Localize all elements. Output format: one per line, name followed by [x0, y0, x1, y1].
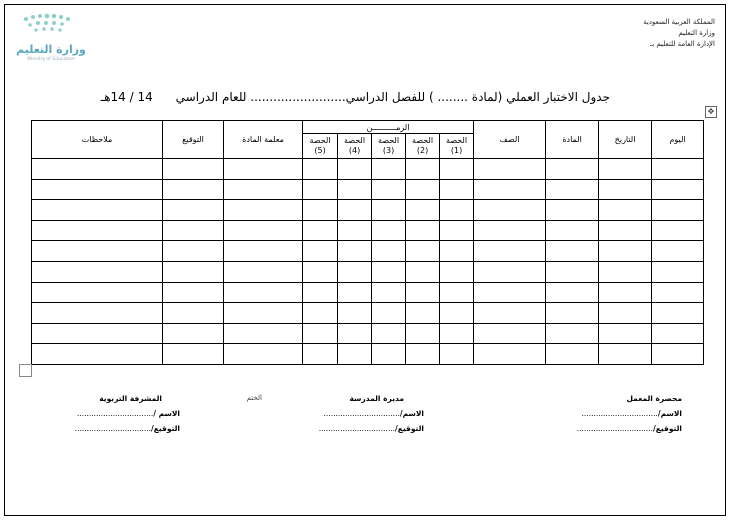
table-cell[interactable] — [338, 344, 372, 365]
table-cell[interactable] — [440, 261, 474, 282]
table-row — [32, 200, 704, 221]
col-notes: ملاحظات — [32, 121, 163, 159]
col-period-3: الحصة (3) — [372, 134, 406, 159]
supervisor-signature-field[interactable]: ................................ — [74, 424, 151, 433]
col-class: الصف — [474, 121, 546, 159]
col-period-1: الحصة (1) — [440, 134, 474, 159]
table-cell[interactable] — [440, 303, 474, 324]
col-teacher: معلمة المادة — [224, 121, 303, 159]
table-cell[interactable] — [440, 282, 474, 303]
table-cell[interactable] — [372, 323, 406, 344]
table-cell[interactable] — [32, 159, 163, 180]
table-cell[interactable] — [224, 344, 303, 365]
table-cell[interactable] — [224, 220, 303, 241]
table-cell[interactable] — [546, 282, 599, 303]
table-cell[interactable] — [599, 261, 652, 282]
document-title — [100, 90, 610, 104]
header-line-ministry: وزارة التعليم — [678, 29, 715, 37]
table-cell[interactable] — [599, 220, 652, 241]
table-cell[interactable] — [338, 323, 372, 344]
table-cell[interactable] — [372, 261, 406, 282]
table-cell[interactable] — [546, 261, 599, 282]
table-cell[interactable] — [440, 179, 474, 200]
table-cell[interactable] — [163, 303, 224, 324]
logo-subtitle: Ministry of Education — [27, 57, 75, 62]
table-cell[interactable] — [652, 261, 704, 282]
table-row — [32, 323, 704, 344]
table-cell[interactable] — [32, 261, 163, 282]
lab-title: محضرة المعمل — [626, 394, 682, 403]
table-cell[interactable] — [303, 323, 338, 344]
table-cell[interactable] — [32, 179, 163, 200]
table-row — [32, 179, 704, 200]
table-cell[interactable] — [440, 159, 474, 180]
col-period-2: الحصة (2) — [406, 134, 440, 159]
table-cell[interactable] — [224, 159, 303, 180]
table-row — [32, 303, 704, 324]
principal-signature-label: التوقيع/ — [395, 424, 424, 433]
table-cell[interactable] — [372, 282, 406, 303]
col-time: الزمــــــــــن — [303, 121, 474, 134]
table-cell[interactable] — [338, 261, 372, 282]
table-cell[interactable] — [163, 344, 224, 365]
supervisor-name-field[interactable]: ................................ — [76, 409, 154, 418]
table-cell[interactable] — [406, 282, 440, 303]
table-cell[interactable] — [440, 344, 474, 365]
col-day: اليوم — [652, 121, 704, 159]
table-cell[interactable] — [474, 261, 546, 282]
logo-text: وزارة التعليم — [16, 43, 86, 56]
table-cell[interactable] — [303, 179, 338, 200]
table-cell[interactable] — [474, 241, 546, 262]
table-cell[interactable] — [406, 200, 440, 221]
table-cell[interactable] — [224, 261, 303, 282]
table-cell[interactable] — [338, 179, 372, 200]
table-cell[interactable] — [474, 303, 546, 324]
col-period-5: الحصة (5) — [303, 134, 338, 159]
table-cell[interactable] — [652, 241, 704, 262]
table-cell[interactable] — [546, 323, 599, 344]
footer-supervisor — [62, 391, 180, 436]
table-cell[interactable] — [303, 344, 338, 365]
table-cell[interactable] — [652, 282, 704, 303]
table-cell[interactable] — [652, 220, 704, 241]
col-signature: التوقيع — [163, 121, 224, 159]
table-cell[interactable] — [599, 200, 652, 221]
table-cell[interactable] — [652, 159, 704, 180]
table-cell[interactable] — [303, 220, 338, 241]
table-cell[interactable] — [406, 323, 440, 344]
principal-title: مديرة المدرسة — [349, 394, 404, 403]
table-row — [32, 261, 704, 282]
table-cell[interactable] — [474, 200, 546, 221]
table-row — [32, 344, 704, 365]
table-row — [32, 282, 704, 303]
title-subject: جدول الاختبار العملي (لمادة ........ ) — [428, 90, 610, 104]
table-cell[interactable] — [338, 200, 372, 221]
header-line-kingdom: المملكة العربية السعودية — [643, 18, 715, 26]
table-cell[interactable] — [599, 303, 652, 324]
table-cell[interactable] — [406, 261, 440, 282]
col-subject: المادة — [546, 121, 599, 159]
table-cell[interactable] — [546, 179, 599, 200]
table-cell[interactable] — [406, 303, 440, 324]
table-cell[interactable] — [599, 159, 652, 180]
table-cell[interactable] — [32, 344, 163, 365]
lab-signature-label: التوقيع/ — [653, 424, 682, 433]
table-cell[interactable] — [163, 241, 224, 262]
table-cell[interactable] — [372, 303, 406, 324]
table-cell[interactable] — [440, 241, 474, 262]
table-cell[interactable] — [440, 323, 474, 344]
table-cell[interactable] — [303, 261, 338, 282]
ministry-header — [545, 17, 715, 50]
table-cell[interactable] — [32, 323, 163, 344]
lab-name-label: الاسم/ — [657, 409, 682, 418]
table-cell[interactable] — [652, 179, 704, 200]
stamp-label: الختم — [246, 394, 262, 402]
title-year: 14 / 14هـ — [100, 90, 153, 104]
table-cell[interactable] — [474, 323, 546, 344]
table-cell[interactable] — [163, 200, 224, 221]
col-period-4: الحصة (4) — [338, 134, 372, 159]
table-cell[interactable] — [224, 303, 303, 324]
table-cell[interactable] — [372, 179, 406, 200]
table-cell[interactable] — [546, 344, 599, 365]
table-cell[interactable] — [546, 200, 599, 221]
table-cell[interactable] — [546, 220, 599, 241]
ministry-logo — [16, 13, 96, 65]
table-row — [32, 159, 704, 180]
table-cell[interactable] — [303, 159, 338, 180]
table-cell[interactable] — [224, 241, 303, 262]
table-cell[interactable] — [338, 220, 372, 241]
table-cell[interactable] — [32, 241, 163, 262]
table-cell[interactable] — [474, 159, 546, 180]
table-cell[interactable] — [372, 241, 406, 262]
table-cell[interactable] — [652, 200, 704, 221]
table-cell[interactable] — [546, 241, 599, 262]
table-cell[interactable] — [599, 282, 652, 303]
logo-dots-icon — [16, 13, 86, 43]
table-cell[interactable] — [338, 159, 372, 180]
table-body — [32, 159, 704, 365]
header-line-directorate: الإدارة العامة للتعليم بـ — [650, 40, 715, 48]
table-cell[interactable] — [338, 282, 372, 303]
table-cell[interactable] — [224, 200, 303, 221]
footer-principal — [314, 391, 424, 436]
table-cell[interactable] — [163, 261, 224, 282]
table-cell[interactable] — [546, 303, 599, 324]
table-cell[interactable] — [372, 344, 406, 365]
table-cell[interactable] — [406, 220, 440, 241]
supervisor-title: المشرفة التربوية — [99, 394, 162, 403]
table-cell[interactable] — [32, 220, 163, 241]
table-cell[interactable] — [474, 344, 546, 365]
col-date: التاريخ — [599, 121, 652, 159]
exam-schedule-table — [31, 120, 704, 365]
title-semester: للفصل الدراسي......................... — [250, 90, 426, 104]
table-cell[interactable] — [406, 179, 440, 200]
table-cell[interactable] — [652, 344, 704, 365]
table-cell[interactable] — [163, 220, 224, 241]
table-cell[interactable] — [406, 159, 440, 180]
table-cell[interactable] — [652, 323, 704, 344]
table-cell[interactable] — [303, 200, 338, 221]
table-row — [32, 220, 704, 241]
table-cell[interactable] — [406, 344, 440, 365]
table-cell[interactable] — [32, 303, 163, 324]
table-cell[interactable] — [32, 200, 163, 221]
table-cell[interactable] — [372, 220, 406, 241]
table-cell[interactable] — [599, 323, 652, 344]
table-cell[interactable] — [652, 303, 704, 324]
supervisor-signature-label: التوقيع/ — [151, 424, 180, 433]
table-cell[interactable] — [474, 220, 546, 241]
title-year-label: للعام الدراسي — [175, 90, 247, 104]
table-cell[interactable] — [303, 241, 338, 262]
table-cell[interactable] — [224, 282, 303, 303]
principal-name-label: الاسم/ — [399, 409, 424, 418]
principal-signature-field[interactable]: ................................ — [318, 424, 395, 433]
table-cell[interactable] — [546, 159, 599, 180]
table-cell[interactable] — [338, 303, 372, 324]
table-cell[interactable] — [224, 179, 303, 200]
table-cell[interactable] — [372, 200, 406, 221]
table-cell[interactable] — [224, 323, 303, 344]
table-cell[interactable] — [440, 200, 474, 221]
footer-stamp — [232, 391, 262, 406]
table-cell[interactable] — [163, 323, 224, 344]
table-row — [32, 241, 704, 262]
principal-name-field[interactable]: ................................ — [323, 409, 400, 418]
table-cell[interactable] — [303, 282, 338, 303]
table-cell[interactable] — [406, 241, 440, 262]
footer-lab — [572, 391, 682, 436]
table-cell[interactable] — [163, 282, 224, 303]
table-cell[interactable] — [599, 344, 652, 365]
table-move-handle-icon[interactable]: ✥ — [705, 106, 717, 118]
table-cell[interactable] — [474, 179, 546, 200]
table-cell[interactable] — [32, 282, 163, 303]
table-cell[interactable] — [599, 179, 652, 200]
lab-signature-field[interactable]: ................................ — [576, 424, 653, 433]
table-resize-handle[interactable] — [19, 364, 32, 377]
table-cell[interactable] — [163, 159, 224, 180]
supervisor-name-label: الاسم / — [153, 409, 180, 418]
table-cell[interactable] — [599, 241, 652, 262]
lab-name-field[interactable]: ................................ — [581, 409, 658, 418]
table-cell[interactable] — [303, 303, 338, 324]
table-cell[interactable] — [163, 179, 224, 200]
table-cell[interactable] — [474, 282, 546, 303]
table-cell[interactable] — [440, 220, 474, 241]
table-cell[interactable] — [372, 159, 406, 180]
table-cell[interactable] — [338, 241, 372, 262]
